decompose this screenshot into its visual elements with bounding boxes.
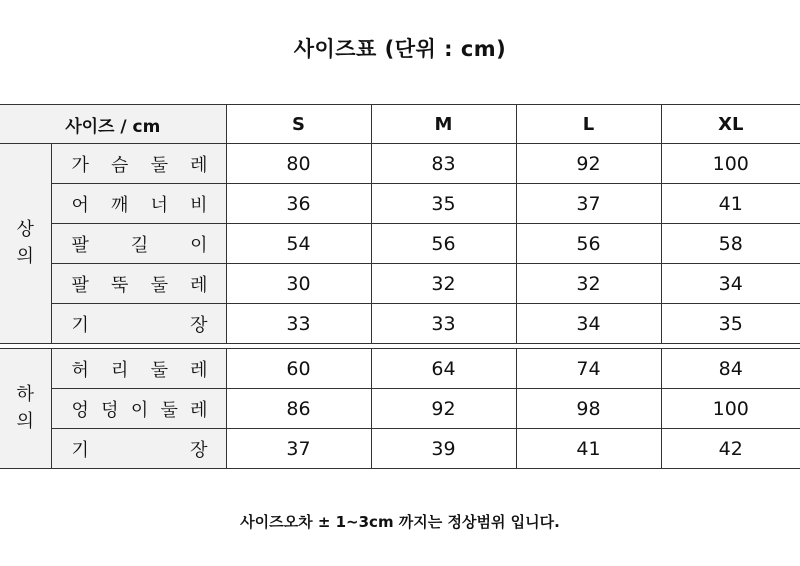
measurement-value: 56	[516, 224, 661, 264]
measurement-value: 35	[371, 184, 516, 224]
measurement-value: 41	[516, 429, 661, 469]
measurement-label-char: 둘	[150, 154, 168, 176]
measurement-value: 56	[371, 224, 516, 264]
measurement-label	[51, 429, 226, 469]
group-label-char: 의	[16, 245, 34, 267]
measurement-value: 100	[661, 389, 800, 429]
measurement-label	[51, 224, 226, 264]
measurement-label-char: 둘	[150, 359, 168, 381]
measurement-label-char: 장	[190, 439, 208, 461]
group-label-char: 하	[16, 384, 34, 406]
top-section	[0, 144, 800, 344]
measurement-value: 60	[226, 349, 371, 389]
measurement-label-char: 이	[130, 399, 149, 421]
table-header-row	[0, 105, 800, 144]
table-row	[0, 304, 800, 344]
table-row	[0, 429, 800, 469]
measurement-value: 32	[371, 264, 516, 304]
measurement-label	[51, 264, 226, 304]
measurement-value: 37	[516, 184, 661, 224]
measurement-value: 92	[516, 144, 661, 184]
measurement-label-char: 뚝	[111, 274, 129, 296]
measurement-value: 35	[661, 304, 800, 344]
measurement-label-char: 허	[71, 359, 89, 381]
measurement-value: 42	[661, 429, 800, 469]
table-row	[0, 389, 800, 429]
bottom-section	[0, 349, 800, 469]
measurement-label-char: 장	[190, 314, 208, 336]
page-title: 사이즈표 (단위 : cm)	[293, 37, 507, 61]
table-row	[0, 349, 800, 389]
measurement-label-char: 엉	[71, 399, 89, 421]
table-row	[0, 264, 800, 304]
measurement-label-char: 리	[111, 359, 129, 381]
measurement-label-char: 슴	[111, 154, 129, 176]
measurement-label-char: 기	[71, 314, 89, 336]
measurement-label-char: 너	[150, 194, 168, 216]
measurement-label-char: 길	[130, 234, 149, 256]
measurement-value: 83	[371, 144, 516, 184]
measurement-value: 84	[661, 349, 800, 389]
measurement-value: 39	[371, 429, 516, 469]
measurement-label-char: 비	[190, 194, 208, 216]
measurement-label-char: 레	[190, 274, 208, 296]
group-label-char: 상	[16, 219, 34, 241]
size-header-s: S	[226, 105, 371, 144]
measurement-label-char: 이	[190, 234, 208, 256]
size-tolerance-note: 사이즈오차 ± 1~3cm 까지는 정상범위 입니다.	[240, 513, 560, 531]
size-header-m: M	[371, 105, 516, 144]
measurement-label-char: 레	[190, 399, 208, 421]
measurement-value: 37	[226, 429, 371, 469]
measurement-label-char: 둘	[150, 274, 168, 296]
measurement-label	[51, 389, 226, 429]
table-row	[0, 224, 800, 264]
measurement-value: 64	[371, 349, 516, 389]
measurement-value: 92	[371, 389, 516, 429]
size-header-xl: XL	[661, 105, 800, 144]
measurement-label	[51, 144, 226, 184]
measurement-value: 54	[226, 224, 371, 264]
measurement-value: 34	[661, 264, 800, 304]
measurement-value: 30	[226, 264, 371, 304]
measurement-value: 34	[516, 304, 661, 344]
measurement-value: 32	[516, 264, 661, 304]
measurement-label-char: 둘	[160, 399, 178, 421]
size-unit-header: 사이즈 / cm	[0, 105, 226, 144]
measurement-value: 33	[226, 304, 371, 344]
measurement-value: 33	[371, 304, 516, 344]
measurement-value: 58	[661, 224, 800, 264]
measurement-value: 41	[661, 184, 800, 224]
measurement-label	[51, 304, 226, 344]
measurement-label-char: 레	[190, 154, 208, 176]
group-label-char: 의	[16, 410, 34, 432]
measurement-value: 86	[226, 389, 371, 429]
measurement-value: 74	[516, 349, 661, 389]
measurement-label-char: 어	[71, 194, 89, 216]
measurement-label-char: 깨	[111, 194, 129, 216]
measurement-label-char: 팔	[71, 274, 89, 296]
measurement-label	[51, 184, 226, 224]
measurement-label-char: 레	[190, 359, 208, 381]
measurement-value: 98	[516, 389, 661, 429]
table-row	[0, 184, 800, 224]
measurement-value: 100	[661, 144, 800, 184]
measurement-label-char: 가	[71, 154, 89, 176]
size-header-l: L	[516, 105, 661, 144]
measurement-value: 80	[226, 144, 371, 184]
measurement-label-char: 팔	[71, 234, 89, 256]
measurement-label-char: 덩	[101, 399, 119, 421]
measurement-label	[51, 349, 226, 389]
top-group-label	[0, 144, 51, 344]
measurement-value: 36	[226, 184, 371, 224]
table-row	[0, 144, 800, 184]
measurement-label-char: 기	[71, 439, 89, 461]
bottom-group-label	[0, 349, 51, 469]
size-chart-table	[0, 104, 800, 469]
